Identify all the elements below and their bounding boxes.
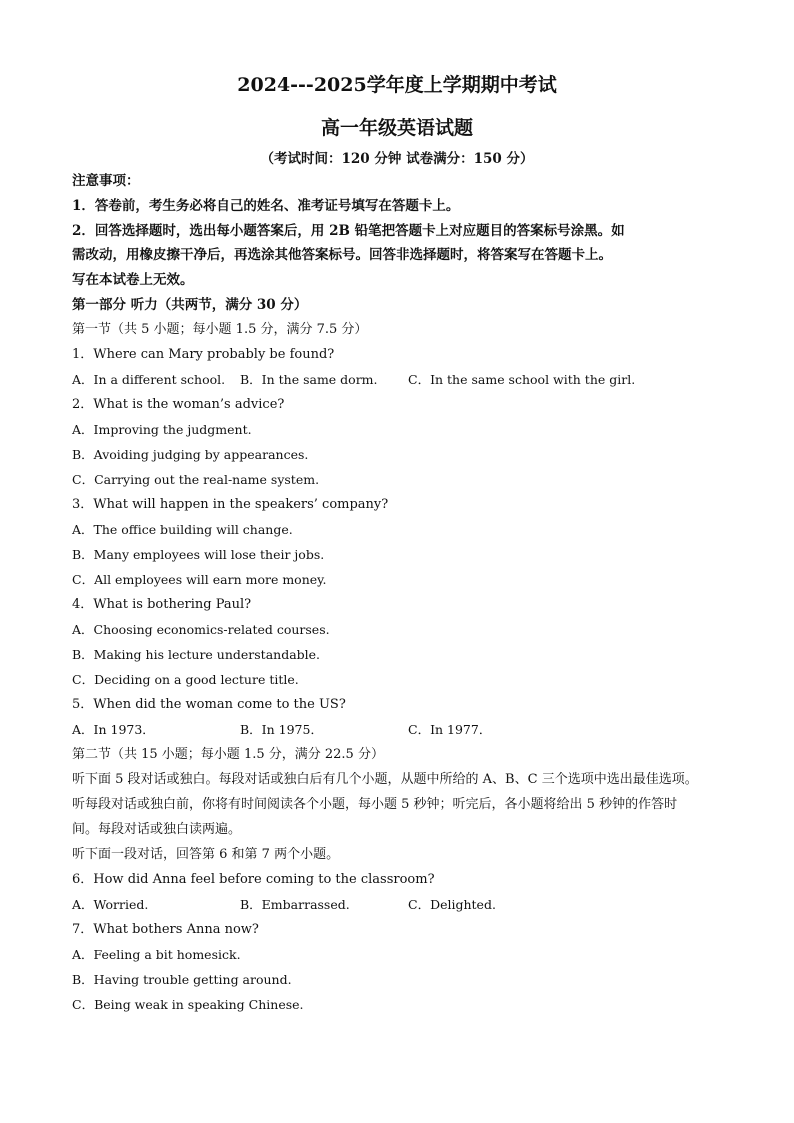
exam-subtitle: 高一年级英语试题 bbox=[320, 117, 473, 139]
question-5-stem: 5．When did the woman come to the US? bbox=[72, 697, 346, 712]
section2-heading: 第二节（共 15 小题；每小题 1.5 分，满分 22.5 分） bbox=[72, 747, 384, 762]
section1-heading: 第一节（共 5 小题；每小题 1.5 分，满分 7.5 分） bbox=[72, 322, 368, 337]
exam-title: 2024---2025学年度上学期期中考试 bbox=[237, 74, 557, 96]
notice-item-2-line-2: 需改动，用橡皮擦干净后，再选涂其他答案标号。回答非选择题时，将答案写在答题卡上。 bbox=[72, 247, 612, 263]
question-5-option-c: C．In 1977． bbox=[408, 722, 492, 737]
question-4-option-c: C．Deciding on a good lecture title. bbox=[72, 672, 299, 687]
question-1-option-c: C．In the same school with the girl. bbox=[408, 372, 636, 387]
question-1-option-b: B．In the same dorm. bbox=[240, 372, 378, 387]
notice-item-2-line-3: 写在本试卷上无效。 bbox=[72, 272, 194, 288]
question-7-stem: 7．What bothers Anna now? bbox=[72, 922, 259, 937]
question-6-option-b: B．Embarrassed. bbox=[240, 897, 350, 912]
question-4-stem: 4．What is bothering Paul? bbox=[72, 597, 252, 612]
exam-info: （考试时间：120 分钟 试卷满分：150 分） bbox=[260, 151, 534, 167]
notice-heading: 注意事项： bbox=[72, 173, 140, 189]
question-5-option-b: B．In 1975． bbox=[240, 722, 323, 737]
section2-instruction-line-3: 间。每段对话或独白读两遍。 bbox=[72, 822, 242, 837]
question-6-option-a: A．Worried. bbox=[72, 897, 149, 912]
question-3-stem: 3．What will happen in the speakers’ company? bbox=[72, 497, 389, 512]
question-6-stem: 6．How did Anna feel before coming to the classroom? bbox=[72, 872, 435, 887]
notice-item-1: 1．答卷前，考生务必将自己的姓名、准考证号填写在答题卡上。 bbox=[72, 198, 460, 214]
question-2-option-c: C．Carrying out the real-name system. bbox=[72, 472, 320, 487]
question-5-option-a: A．In 1973． bbox=[72, 722, 155, 737]
question-1-option-a: A．In a different school. bbox=[72, 372, 226, 387]
notice-item-2-line-1: 2．回答选择题时，选出每小题答案后，用 2B 铅笔把答题卡上对应题目的答案标号涂黑。如 bbox=[72, 223, 625, 239]
question-2-stem: 2．What is the woman’s advice? bbox=[72, 397, 285, 412]
section2-instruction-line-1: 听下面 5 段对话或独白。每段对话或独白后有几个小题，从题中所给的 A、B、C 三个选项中选出最佳选项。 bbox=[72, 772, 698, 787]
question-7-option-c: C．Being weak in speaking Chinese. bbox=[72, 997, 304, 1012]
question-7-option-b: B．Having trouble getting around. bbox=[72, 972, 292, 987]
dialog6-instruction: 听下面一段对话，回答第 6 和第 7 两个小题。 bbox=[72, 847, 340, 862]
question-4-option-a: A．Choosing economics-related courses. bbox=[72, 622, 330, 637]
question-3-option-a: A．The office building will change. bbox=[72, 522, 293, 537]
question-2-option-b: B．Avoiding judging by appearances. bbox=[72, 447, 309, 462]
question-7-option-a: A．Feeling a bit homesick. bbox=[72, 947, 241, 962]
question-2-option-a: A．Improving the judgment. bbox=[72, 422, 252, 437]
question-1-stem: 1．Where can Mary probably be found? bbox=[72, 347, 335, 362]
part1-heading: 第一部分 听力（共两节，满分 30 分） bbox=[72, 297, 308, 313]
question-4-option-b: B．Making his lecture understandable. bbox=[72, 647, 321, 662]
question-6-option-c: C．Delighted. bbox=[408, 897, 496, 912]
question-3-option-c: C．All employees will earn more money. bbox=[72, 572, 327, 587]
section2-instruction-line-2: 听每段对话或独白前，你将有时间阅读各个小题，每小题 5 秒钟；听完后，各小题将给出 5 秒钟的作答时 bbox=[72, 797, 678, 812]
question-3-option-b: B．Many employees will lose their jobs. bbox=[72, 547, 325, 562]
